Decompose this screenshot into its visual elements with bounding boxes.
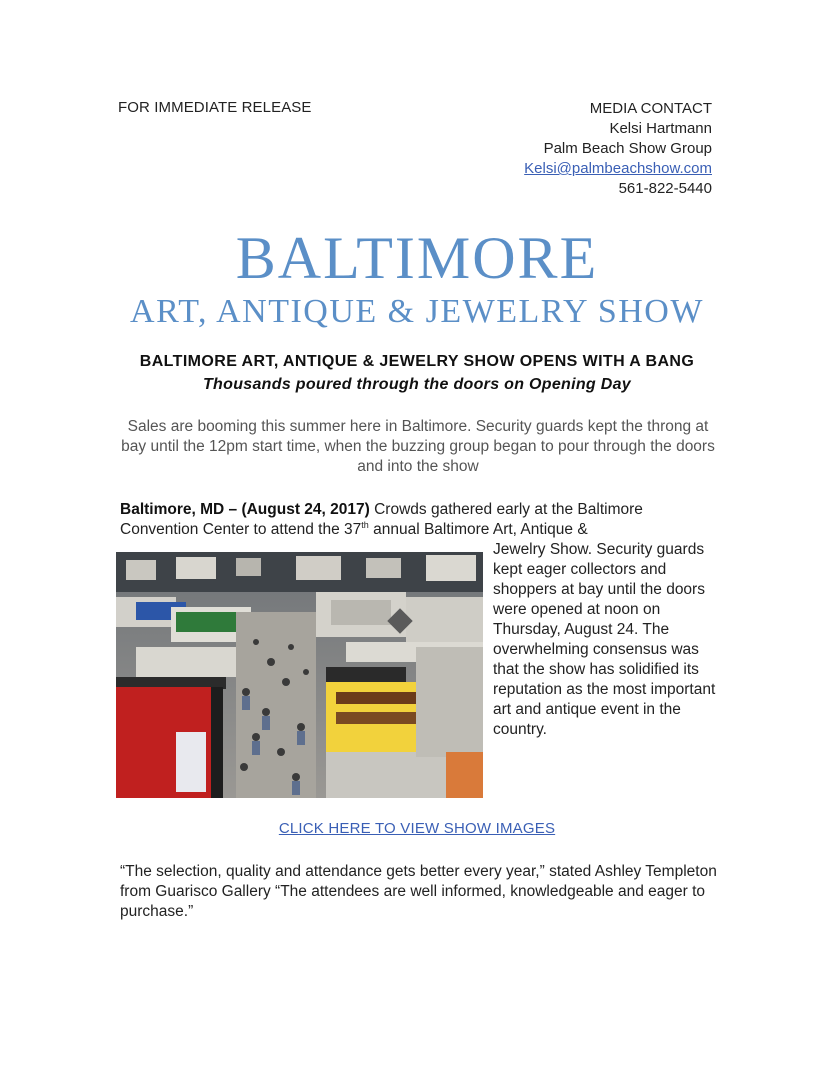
view-show-images-link[interactable]: CLICK HERE TO VIEW SHOW IMAGES [278,820,556,837]
contact-email-link[interactable]: Kelsi@palmbeachshow.com [524,160,712,177]
dateline: Baltimore, MD – (August 24, 2017) [120,501,370,518]
contact-name: Kelsi Hartmann [609,120,712,137]
ordinal-suffix: th [361,519,369,530]
release-label: FOR IMMEDIATE RELEASE [118,99,312,116]
summary-paragraph: Sales are booming this summer here in Baltimore. Security guards kept the throng at bay until the 12pm start time, when the buzzing group began to pour through the doors and into the show [121,418,715,475]
contact-title: MEDIA CONTACT [589,100,712,117]
show-floor-photo [116,552,483,798]
body-paragraph-side: Jewelry Show. Security guards kept eager collectors and shoppers at bay until the doors were opened at noon on Thursday, August 24. The overwhelming consensus was that the show has solidified its reputation as the most important art and antique event in the country. [493,541,716,738]
lead-text-1: Crowds gathered early at the Baltimore Convention Center to attend the 37 [120,501,643,538]
lead-paragraph [120,500,720,540]
contact-phone: 561-822-5440 [618,180,712,197]
logo-line-baltimore: BALTIMORE [235,225,599,291]
media-contact-block [524,99,712,199]
logo-line-show-name: ART, ANTIQUE & JEWELRY SHOW [130,293,704,330]
show-logo [0,226,834,332]
lead-text-2: annual Baltimore Art, Antique & [368,521,588,538]
headline: BALTIMORE ART, ANTIQUE & JEWELRY SHOW OPENS WITH A BANG [139,353,695,370]
contact-org: Palm Beach Show Group [543,140,712,157]
subheadline: Thousands poured through the doors on Opening Day [202,376,632,393]
quote-paragraph: “The selection, quality and attendance gets better every year,” stated Ashley Templeton from Guarisco Gallery “The attendees are well informed, knowledgeable and eager to purchase.” [120,863,717,920]
